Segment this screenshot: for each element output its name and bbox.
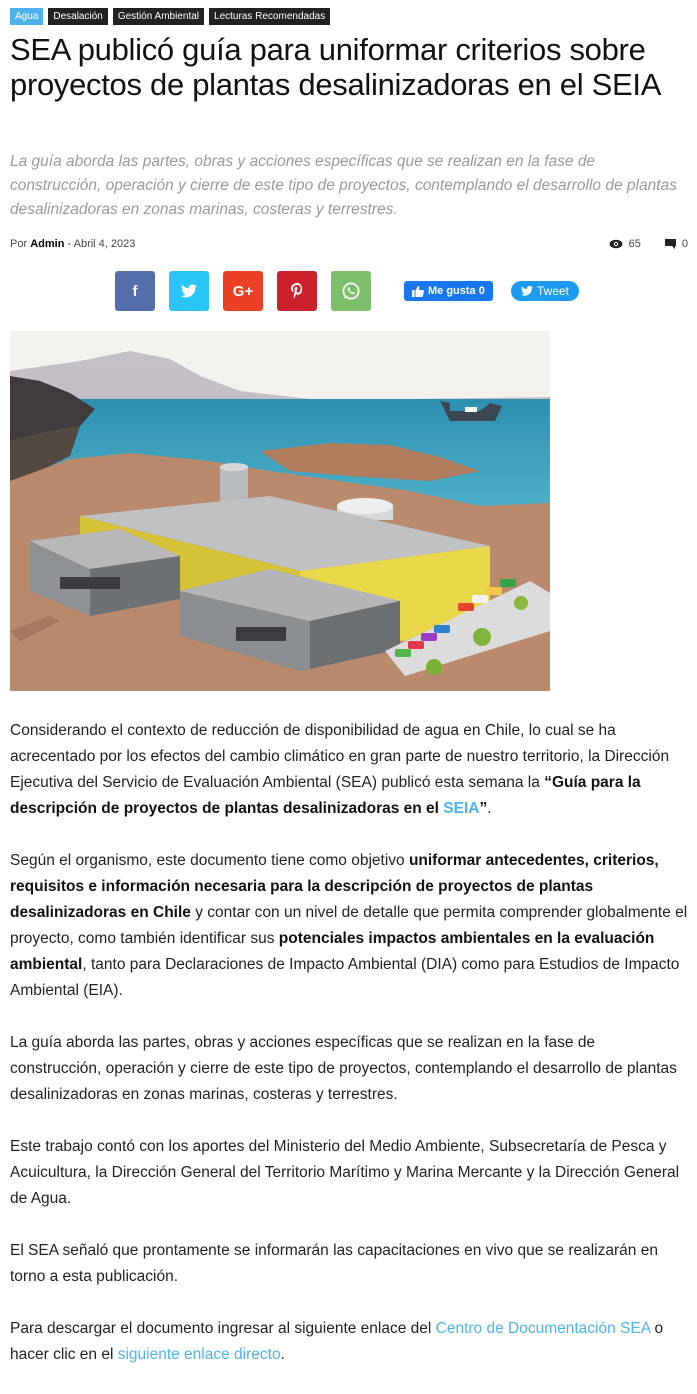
tag-desalacion[interactable]: Desalación bbox=[48, 8, 107, 25]
category-tags bbox=[10, 8, 330, 25]
documentation-center-link[interactable]: Centro de Documentación SEA bbox=[435, 1320, 651, 1337]
p2-text-a: Según el organismo, este documento tiene como objetivo bbox=[10, 852, 409, 869]
by-label: Por bbox=[10, 238, 28, 250]
tag-lecturas-recomendadas[interactable]: Lecturas Recomendadas bbox=[209, 8, 330, 25]
guide-title-close: ” bbox=[479, 800, 488, 817]
article-title: SEA publicó guía para uniformar criterios sobre proyectos de plantas desalinizadoras en el SEIA bbox=[10, 32, 662, 102]
paragraph-5: El SEA señaló que prontamente se informarán las capacitaciones en vivo que se realizarán en torno a esta publicación. bbox=[10, 1242, 658, 1285]
google-plus-icon: G+ bbox=[232, 282, 254, 300]
eye-icon bbox=[609, 239, 623, 249]
article-meta bbox=[10, 238, 688, 250]
author-link[interactable]: Admin bbox=[30, 238, 65, 250]
hero-image bbox=[10, 331, 550, 691]
p6-text-a: Para descargar el documento ingresar al siguiente enlace del bbox=[10, 1320, 436, 1337]
google-plus-share-button[interactable] bbox=[223, 271, 263, 311]
like-label: Me gusta 0 bbox=[428, 285, 485, 297]
p2-bold-b: potenciales impactos ambientales en la evaluación ambiental bbox=[10, 930, 655, 973]
p2-text-c: y contar con un nivel de detalle que permita comprender globalmente el proyecto, como también identificar sus bbox=[10, 904, 688, 947]
paragraph-4: Este trabajo contó con los aportes del Ministerio del Medio Ambiente, Subsecretaría de Pesca y Acuicultura, la Dirección General del Territorio Marítimo y Marina Mercante y la Dirección General de Agua. bbox=[10, 1138, 680, 1207]
views-value: 65 bbox=[628, 238, 641, 250]
whatsapp-icon bbox=[341, 281, 361, 301]
p2-text-e: , tanto para Declaraciones de Impacto Ambiental (DIA) como para Estudios de Impacto Ambiental (EIA). bbox=[10, 956, 680, 999]
views-count bbox=[609, 238, 641, 250]
facebook-share-button[interactable] bbox=[115, 271, 155, 311]
p2-bold-a: uniformar antecedentes, criterios, requisitos e información necesaria para la descripción de proyectos de plantas desalinizadoras en Chile bbox=[10, 852, 659, 921]
paragraph-1 bbox=[10, 718, 690, 822]
facebook-like-button[interactable] bbox=[404, 281, 493, 301]
thumbs-up-icon bbox=[412, 286, 424, 297]
tag-gestion-ambiental[interactable]: Gestión Ambiental bbox=[113, 8, 204, 25]
paragraph-6 bbox=[10, 1316, 690, 1368]
article-body bbox=[10, 718, 690, 1394]
guide-title-text: “Guía para la descripción de proyectos de plantas desalinizadoras en el bbox=[10, 774, 641, 817]
tweet-button[interactable] bbox=[511, 281, 579, 301]
facebook-icon: f bbox=[132, 282, 138, 300]
paragraph-2 bbox=[10, 848, 690, 1004]
twitter-share-button[interactable] bbox=[169, 271, 209, 311]
seia-link[interactable]: SEIA bbox=[443, 800, 480, 817]
twitter-icon bbox=[181, 284, 197, 298]
pinterest-icon bbox=[291, 283, 303, 299]
comments-value: 0 bbox=[681, 238, 688, 250]
tweet-label: Tweet bbox=[537, 284, 570, 298]
whatsapp-share-button[interactable] bbox=[331, 271, 371, 311]
desalination-plant-illustration bbox=[10, 331, 550, 691]
comments-count[interactable] bbox=[665, 238, 688, 250]
meta-separator: - bbox=[67, 238, 72, 250]
p6-text-c: . bbox=[280, 1346, 285, 1363]
pinterest-share-button[interactable] bbox=[277, 271, 317, 311]
direct-link[interactable]: siguiente enlace directo bbox=[117, 1346, 281, 1363]
p1-text: Considerando el contexto de reducción de disponibilidad de agua en Chile, lo cual se ha acrecentado por los efectos del cambio climático en gran parte de nuestro territorio, la Dirección Ejecutiva del Servicio de Evaluación Ambiental (SEA) publicó esta semana la bbox=[10, 722, 670, 791]
paragraph-3: La guía aborda las partes, obras y acciones específicas que se realizan en la fase de construcción, operación y cierre de este tipo de proyectos, contemplando el desarrollo de plantas desalinizadoras en zonas marinas, costeras y terrestres. bbox=[10, 1034, 677, 1103]
meta-stats bbox=[609, 238, 688, 250]
twitter-bird-icon bbox=[521, 286, 533, 296]
p1-end: . bbox=[487, 800, 492, 817]
tag-agua[interactable]: Agua bbox=[10, 8, 43, 25]
p6-text-b: o hacer clic en el bbox=[10, 1320, 664, 1363]
article-subtitle: La guía aborda las partes, obras y acciones específicas que se realizan en la fase de construcción, operación y cierre de este tipo de proyectos, contemplando el desarrollo de plantas desalinizadoras en zonas marinas, costeras y terrestres. bbox=[10, 153, 677, 218]
share-buttons bbox=[115, 271, 371, 311]
publish-date: Abril 4, 2023 bbox=[73, 238, 136, 250]
comment-icon bbox=[665, 239, 676, 249]
